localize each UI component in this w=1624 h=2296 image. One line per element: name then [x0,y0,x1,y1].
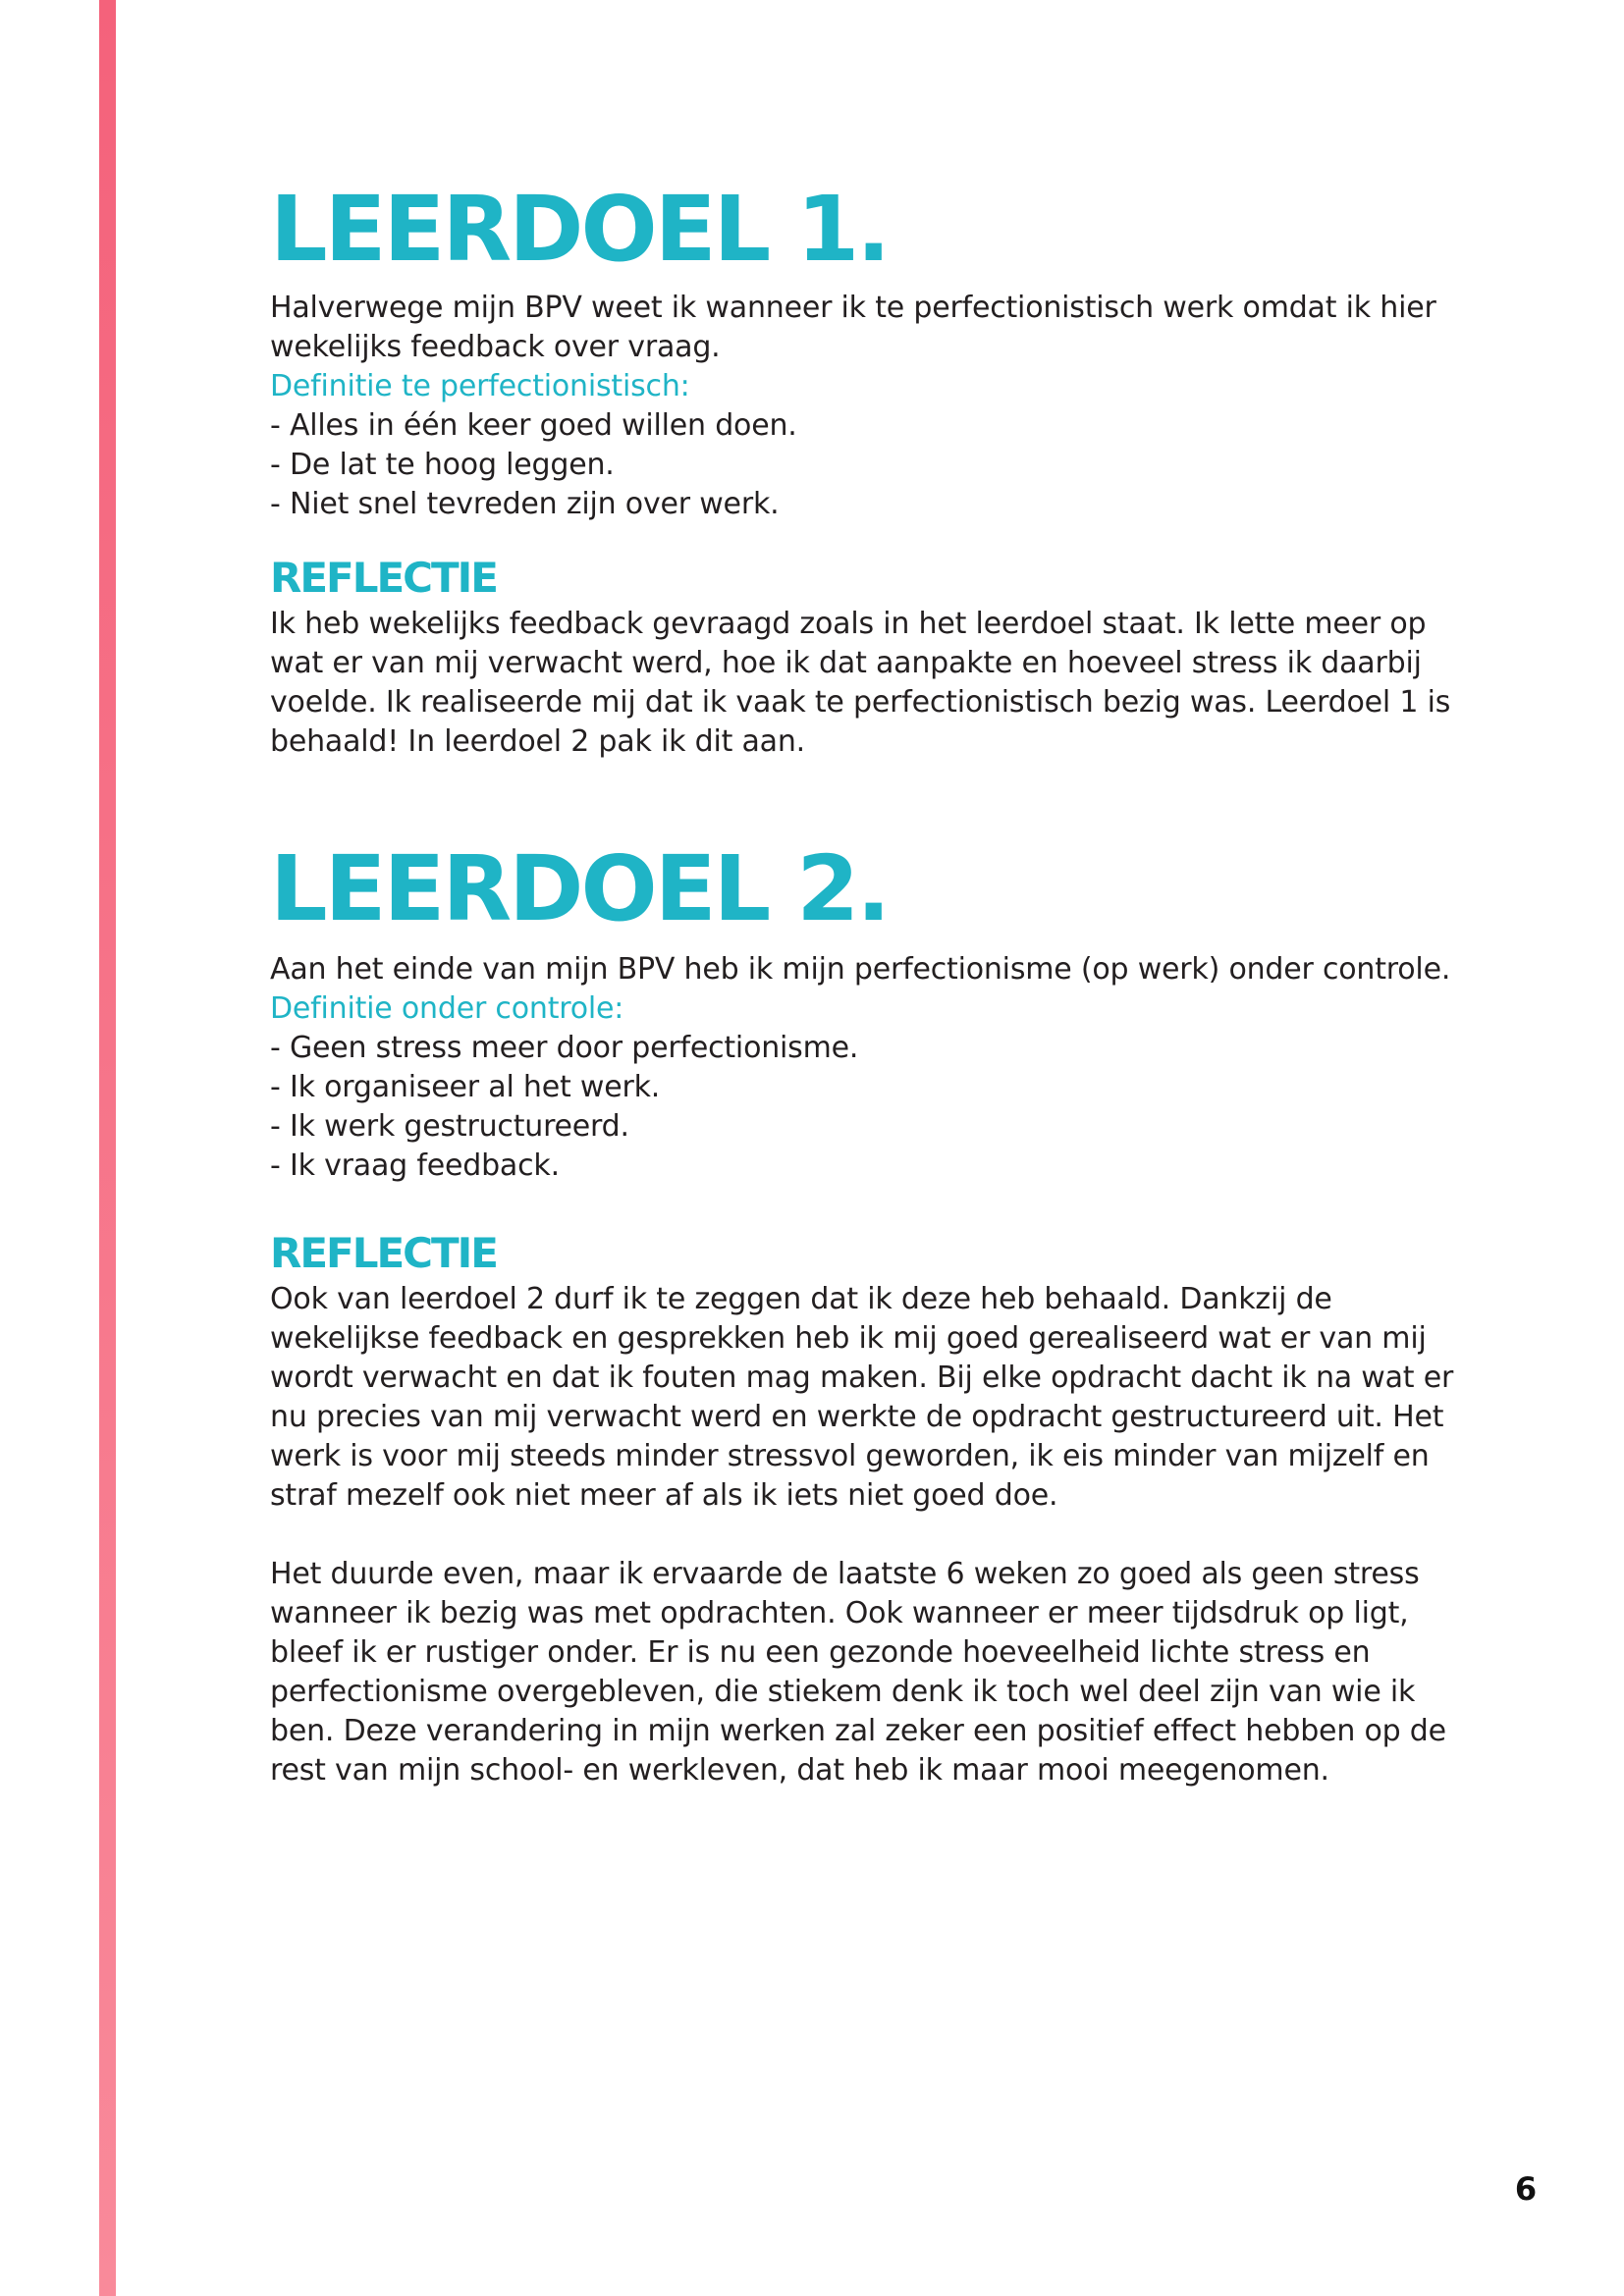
goal2-definition-item: - Ik werk gestructureerd. [270,1109,629,1144]
goal1-reflection-line: behaald! In leerdoel 2 pak ik dit aan. [270,724,805,759]
goal1-title: LEERDOEL 1. [270,177,889,282]
goal1-intro-line: wekelijks feedback over vraag. [270,330,721,364]
goal2-definition-label: Definitie onder controle: [270,991,624,1026]
goal1-definition-item: - Niet snel tevreden zijn over werk. [270,487,780,521]
goal2-intro [270,950,1488,1186]
goal2-title: LEERDOEL 2. [270,836,889,941]
goal2-closing-line: Het duurde even, maar ik ervaarde de laatste 6 weken zo goed als geen stress [270,1557,1420,1591]
goal2-definition-item: - Ik vraag feedback. [270,1148,560,1183]
goal1-reflection-line: voelde. Ik realiseerde mij dat ik vaak te perfectionistisch bezig was. Leerdoel 1 is [270,685,1451,720]
page-number: 6 [1514,2170,1538,2208]
goal2-reflection [270,1280,1488,1516]
goal1-definition-item: - Alles in één keer goed willen doen. [270,408,797,443]
goal1-definition-item: - De lat te hoog leggen. [270,448,615,482]
goal1-reflection-line: wat er van mij verwacht werd, hoe ik dat aanpakte en hoeveel stress ik daarbij [270,646,1422,680]
goal2-reflection-line: nu precies van mij verwacht werd en werkte de opdracht gestructureerd uit. Het [270,1400,1444,1434]
goal2-reflection-line: wordt verwacht en dat ik fouten mag maken. Bij elke opdracht dacht ik na wat er [270,1361,1454,1395]
goal2-closing-line: perfectionisme overgebleven, die stiekem denk ik toch wel deel zijn van wie ik [270,1675,1416,1709]
goal1-intro [270,289,1488,524]
goal1-intro-line: Halverwege mijn BPV weet ik wanneer ik te perfectionistisch werk omdat ik hier [270,291,1436,325]
goal1-reflection-line: Ik heb wekelijks feedback gevraagd zoals in het leerdoel staat. Ik lette meer op [270,607,1427,641]
goal2-closing-line: rest van mijn school- en werkleven, dat heb ik maar mooi meegenomen. [270,1753,1329,1788]
goal2-reflection-line: wekelijkse feedback en gesprekken heb ik mij goed gerealiseerd wat er van mij [270,1321,1427,1356]
goal2-closing-line: bleef ik er rustiger onder. Er is nu een gezonde hoeveelheid lichte stress en [270,1635,1371,1670]
goal2-closing-line: ben. Deze verandering in mijn werken zal zeker een positief effect hebben op de [270,1714,1446,1748]
goal2-reflection-title: REFLECTIE [270,1229,497,1277]
goal1-reflection [270,605,1488,762]
goal2-reflection-line: Ook van leerdoel 2 durf ik te zeggen dat ik deze heb behaald. Dankzij de [270,1282,1332,1316]
goal1-definition-label: Definitie te perfectionistisch: [270,369,690,403]
goal2-closing-line: wanneer ik bezig was met opdrachten. Ook wanneer er meer tijdsdruk op ligt, [270,1596,1409,1630]
goal2-intro-line: Aan het einde van mijn BPV heb ik mijn perfectionisme (op werk) onder controle. [270,952,1451,987]
goal2-reflection-line: straf mezelf ook niet meer af als ik iets niet goed doe. [270,1478,1058,1513]
goal2-closing [270,1555,1488,1790]
goal2-reflection-line: werk is voor mij steeds minder stressvol geworden, ik eis minder van mijzelf en [270,1439,1430,1473]
side-accent-bar [99,0,116,2296]
goal2-definition-item: - Ik organiseer al het werk. [270,1070,661,1104]
goal2-definition-item: - Geen stress meer door perfectionisme. [270,1031,859,1065]
goal1-reflection-title: REFLECTIE [270,554,497,602]
